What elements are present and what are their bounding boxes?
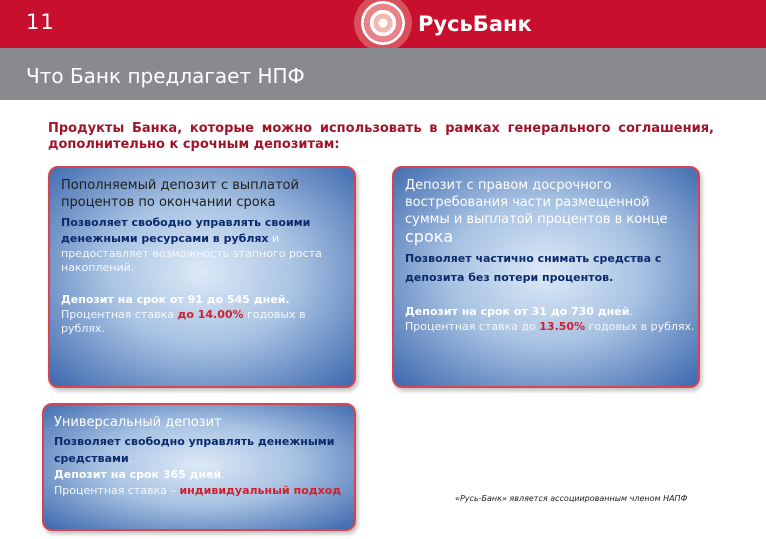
card-early-term: Депозит на срок от 31 до 730 дней. [405,305,633,318]
card-universal-title: Универсальный депозит [54,415,222,430]
card-replenish-rate: Процентная ставка до 14.00% годовых в рублях. [61,308,306,335]
card-early [392,166,700,388]
slide-number: 11 [26,10,55,34]
card-replenish-term: Депозит на срок от 91 до 545 дней. [61,293,290,306]
intro-text: Продукты Банка, которые можно использовать в рамках генерального соглашения, дополнительно к срочным депозитам: [48,121,714,152]
card-replenish-desc: Позволяет свободно управлять своими денежными ресурсами в рублях и [61,216,311,245]
footer-note: «Русь-Банк» является ассоциированным членом НАПФ [455,494,688,503]
card-replenish-title: Пополняемый депозит с выплатой процентов по окончании срока [61,178,299,210]
logo-rings-icon [352,0,414,54]
card-universal-desc: Позволяет свободно управлять денежными средствами. [54,435,335,465]
title-bar [0,48,766,100]
logo-text: РусьБанк [418,12,532,36]
card-universal-term: Депозит на срок 365 дней. [54,468,225,481]
card-universal-rate: Процентная ставка – индивидуальный подход [54,484,342,497]
card-early-rate: Процентная ставка до 13.50% годовых в рублях. [405,320,695,333]
card-early-desc: Позволяет частично снимать средства с депозита без потери процентов. [405,252,662,284]
card-replenish-desc2: предоставляет возможность этапного роста накоплений. [61,247,322,274]
card-early-title: Депозит с правом досрочного востребования части размещенной суммы и выплатой процентов в конце срока [405,178,668,246]
header-bar [0,0,766,48]
card-universal [42,403,356,531]
page-title: Что Банк предлагает НПФ [26,64,305,88]
card-replenish [48,166,356,388]
